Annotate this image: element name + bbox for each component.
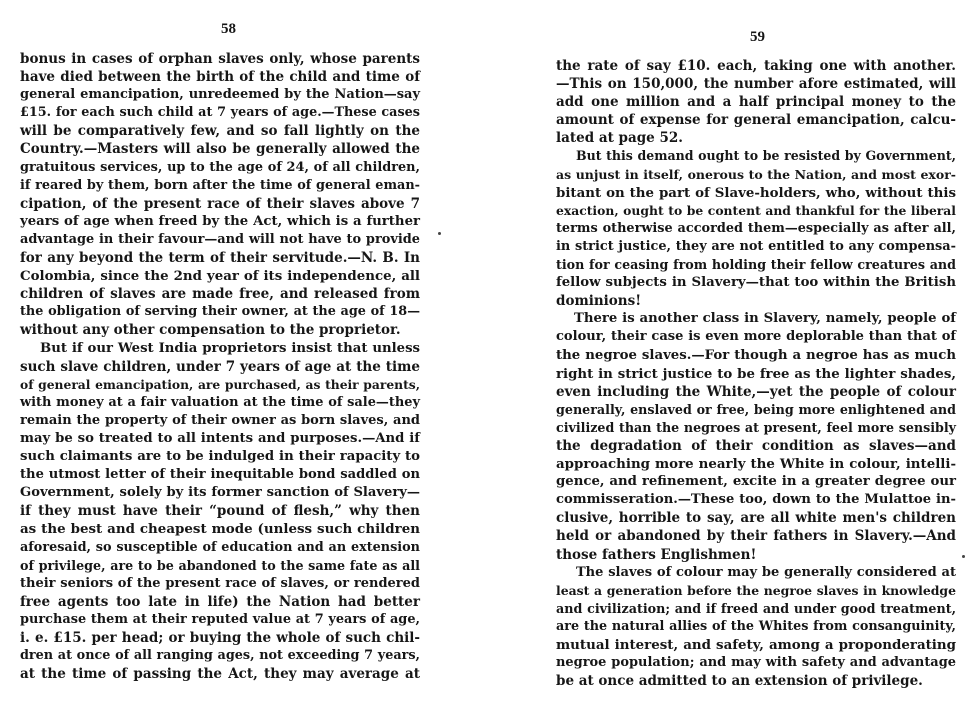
text-line: amount of expense for general emancipation, calcu- <box>556 112 956 129</box>
text-line: fellow subjects in Slavery—that too within the British <box>556 275 956 291</box>
text-line: £15. for each such child at 7 years of age.—These cases <box>20 105 420 121</box>
text-line: of general emancipation, are purchased, as their parents, <box>20 376 420 392</box>
text-line: The slaves of colour may be generally considered at <box>576 564 956 580</box>
text-line: But if our West India proprietors insist that unless <box>40 340 420 356</box>
text-line: the obligation of serving their owner, at the age of 18— <box>20 304 420 320</box>
page-number: 59 <box>750 29 765 45</box>
text-line: commisseration.—These too, down to the Mulattoe in- <box>556 492 956 508</box>
text-line: in strict justice, they are not entitled to any compensa- <box>556 238 956 254</box>
text-line: There is another class in Slavery, namely, people of <box>574 311 956 327</box>
text-line: aforesaid, so susceptible of education and an extension <box>20 539 420 555</box>
text-line: held or abandoned by their fathers in Slavery.—And <box>556 528 956 545</box>
text-line: of privilege, are to be abandoned to the same fate as all <box>20 557 420 573</box>
text-line: —This on 150,000, the number afore estimated, will <box>556 76 956 93</box>
text-line: least a generation before the negroe slaves in knowledge <box>556 582 956 598</box>
text-line: without any other compensation to the proprietor. <box>20 322 401 339</box>
text-line: even including the White,—yet the people of colour <box>556 383 956 400</box>
text-line: may be so treated to all intents and purposes.—And if <box>20 430 420 446</box>
text-line: approaching more nearly the White in colour, intelli- <box>556 456 956 473</box>
text-line: as unjust in itself, onerous to the Nation, and most exor- <box>556 166 956 182</box>
text-line: years of age when freed by the Act, which is a further <box>20 213 420 229</box>
text-line: if reared by them, born after the time of general eman- <box>20 177 420 193</box>
text-line: gratuitous services, up to the age of 24, of all children, <box>20 159 420 175</box>
text-line: colour, their case is even more deplorable than that of <box>556 329 956 345</box>
text-line: terms otherwise accorded them—especially as after all, <box>556 220 956 236</box>
text-line: those fathers Englishmen! <box>556 546 757 563</box>
text-line: right in strict justice to be free as the lighter shades, <box>556 365 956 382</box>
text-line: But this demand ought to be resisted by Government, <box>576 148 956 164</box>
text-line: lated at page 52. <box>556 130 683 147</box>
text-line: at the time of passing the Act, they may average at <box>20 666 420 683</box>
scan-speck <box>962 555 965 558</box>
text-line: as the best and cheapest mode (unless such children <box>20 521 420 538</box>
text-line: advantage in their favour—and will not have to provide <box>20 231 420 247</box>
text-line: and civilization; and if freed and under good treatment, <box>556 600 956 616</box>
text-line: with money at a fair valuation at the time of sale—they <box>20 394 420 410</box>
text-line: will be comparatively few, and so fall lightly on the <box>20 123 420 140</box>
text-line: remain the property of their owner as born slaves, and <box>20 412 420 428</box>
page-number: 58 <box>221 21 236 37</box>
text-line: children of slaves are made free, and released from <box>20 286 420 303</box>
text-line: have died between the birth of the child and time of <box>20 69 420 86</box>
text-line: Government, solely by its former sanction of Slavery— <box>20 485 420 501</box>
text-line: their seniors of the present race of slaves, or rendered <box>20 575 420 591</box>
text-line: bitant on the part of Slave-holders, who, without this <box>556 184 956 201</box>
text-line: civilized than the negroes at present, feel more sensibly <box>556 419 956 435</box>
text-line: purchase them at their reputed value at 7 years of age, <box>20 611 420 627</box>
text-line: Country.—Masters will also be generally allowed the <box>20 141 420 158</box>
text-line: mutual interest, and safety, among a proponderating <box>556 637 956 653</box>
text-line: dominions! <box>556 293 642 310</box>
text-line: bonus in cases of orphan slaves only, whose parents <box>20 51 420 67</box>
text-line: negroe population; and may with safety and advantage <box>556 655 956 671</box>
text-line: dren at once of all ranging ages, not exceeding 7 years, <box>20 648 420 664</box>
text-line: be at once admitted to an extension of privilege. <box>556 673 923 690</box>
text-line: cipation, of the present race of their slaves above 7 <box>20 195 420 212</box>
text-line: if they must have their “pound of flesh,” why then <box>20 503 420 520</box>
text-line: are the natural allies of the Whites from consanguinity, <box>556 618 956 634</box>
text-line: such claimants are to be indulged in their rapacity to <box>20 449 420 465</box>
scan-speck <box>438 232 441 235</box>
text-line: general emancipation, unredeemed by the Nation—say <box>20 87 420 103</box>
text-line: free agents too late in life) the Nation had better <box>20 593 420 610</box>
text-line: for any beyond the term of their servitude.—N. B. In <box>20 250 420 267</box>
text-line: generally, enslaved or free, being more enlightened and <box>556 401 956 417</box>
text-line: clusive, horrible to say, are all white men's children <box>556 510 956 527</box>
text-line: the degradation of their condition as slaves—and <box>556 437 956 454</box>
text-line: the negroe slaves.—For though a negroe has as much <box>556 347 956 363</box>
text-line: tion for ceasing from holding their fellow creatures and <box>556 257 956 273</box>
text-line: exaction, ought to be content and thankful for the liberal <box>556 202 956 218</box>
page-text <box>556 57 956 690</box>
text-line: i. e. £15. per head; or buying the whole of such chil- <box>20 630 420 646</box>
page-text <box>20 50 420 683</box>
text-line: the utmost letter of their inequitable bond saddled on <box>20 467 420 483</box>
text-line: such slave children, under 7 years of age at the time <box>20 358 420 375</box>
text-line: add one million and a half principal money to the <box>556 94 956 111</box>
text-line: gence, and refinement, excite in a greater degree our <box>556 474 956 490</box>
text-line: Colombia, since the 2nd year of its independence, all <box>20 268 420 285</box>
text-line: the rate of say £10. each, taking one with another. <box>556 58 956 74</box>
